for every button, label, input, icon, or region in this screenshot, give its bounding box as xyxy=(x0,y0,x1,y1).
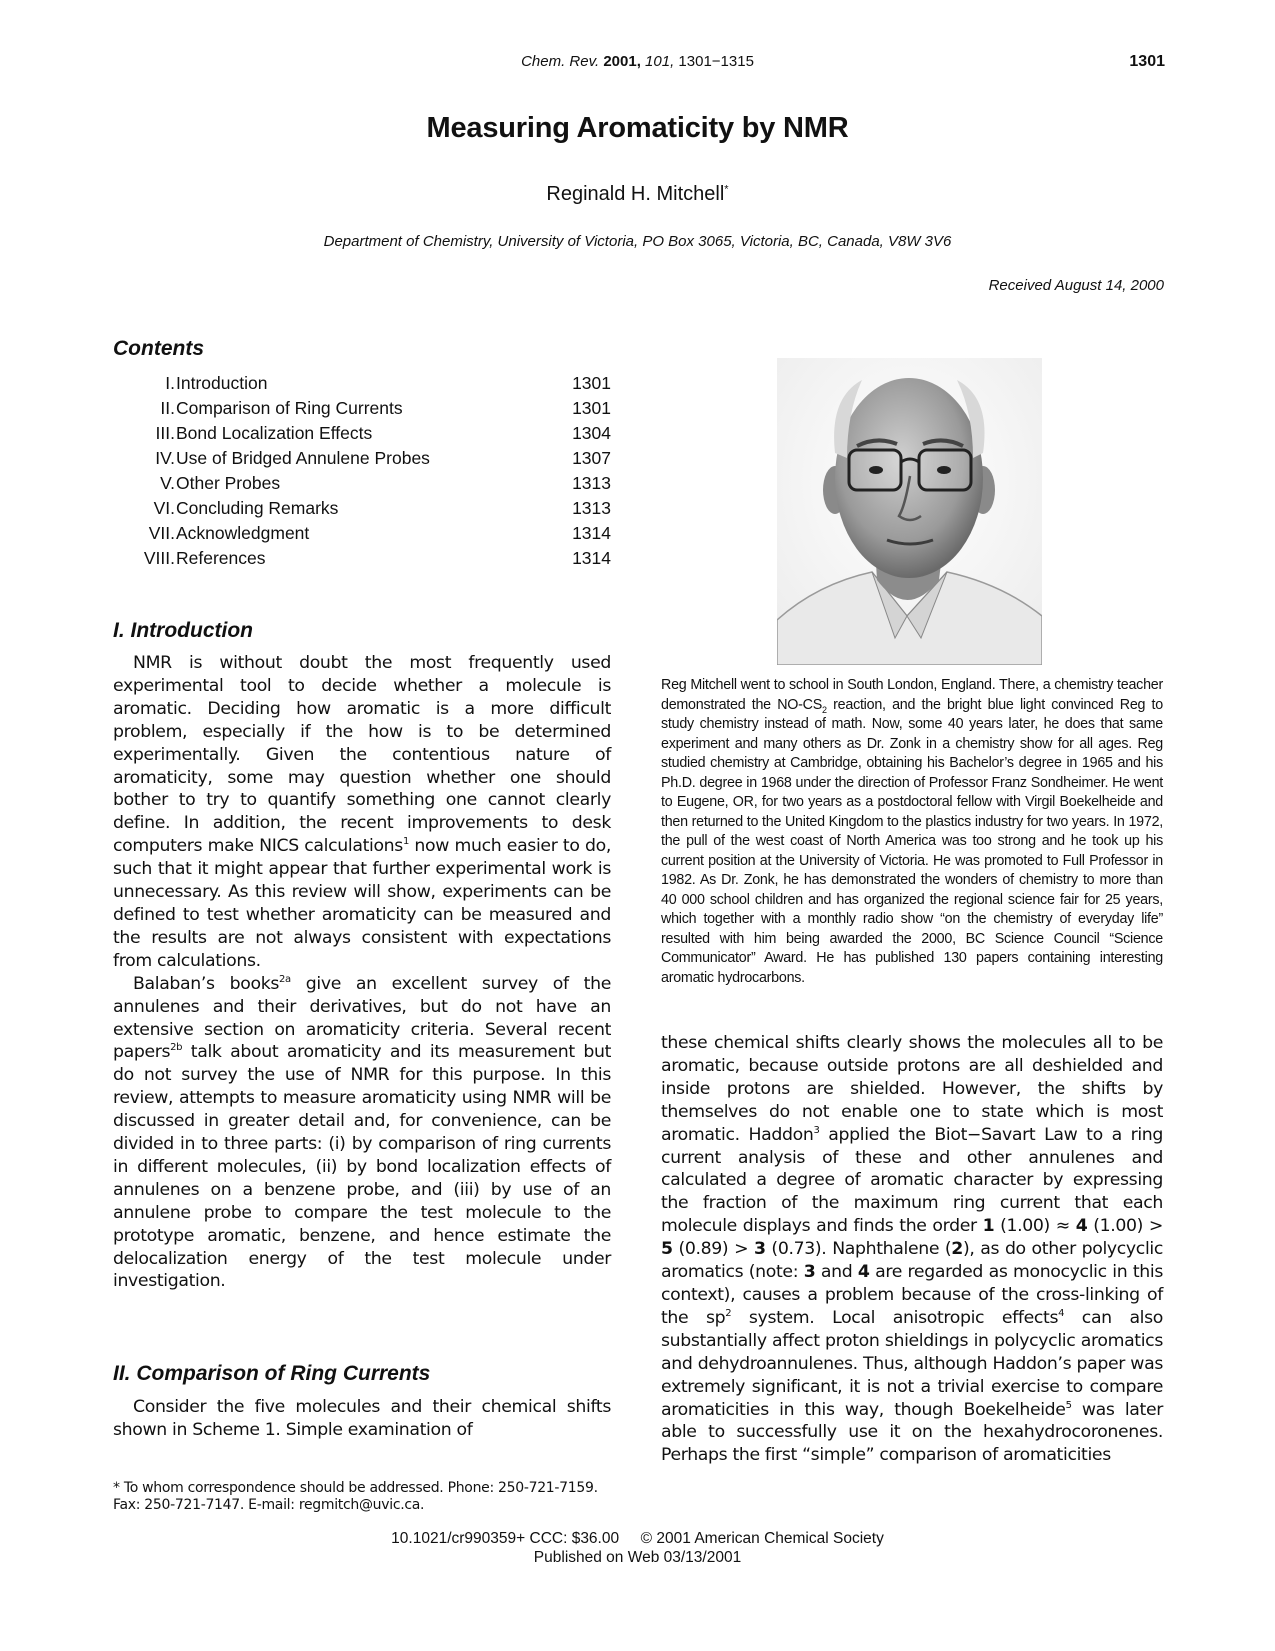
right-column-paragraph: these chemical shifts clearly shows the molecules all to be aromatic, because outside protons are all deshielded and inside protons are shielded. However, the shifts by themselves do not enable one to state which is most aromatic. Haddon$^3$ applied the Biot−Savart Law to a ring current analysis of these and other annulenes and calculated a degree of aromatic character by expressing the fraction of the maximum ring current that each molecule displays and finds the order 1 (1.00) ≈ 4 (1.00) > 5 (0.89) > 3 (0.73). Naphthalene (2), as do other polycyclic aromatics (note: 3 and 4 are regarded as monocyclic in this context), causes a problem because of the cross-linking of the $sp^2$ system. Local anisotropic effects$^4$ can also substantially affect proton shieldings in polycyclic aromatics and dehydroannulenes. Thus, although Haddon’s paper was extremely significant, it is not a trivial exercise to compare aromaticities in this way, though Boekelheide$^5$ was later able to successfully use it on the hexahydrocoronenes. Perhaps the first “simple” comparison of aromaticities xyxy=(661,1033,1164,1466)
ref-marker: 4 xyxy=(1058,1308,1065,1320)
publication-date: Published on Web 03/13/2001 xyxy=(533,1549,742,1566)
toc-page: 1301 xyxy=(572,373,611,393)
toc-row xyxy=(113,448,613,473)
author-portrait-icon xyxy=(777,358,1042,665)
intro-heading: I. Introduction xyxy=(113,619,253,642)
compound-number: 1 xyxy=(982,1216,995,1237)
toc-row xyxy=(113,473,613,498)
toc-number: II. xyxy=(160,398,175,418)
running-head: Chem. Rev. 2001, 101, 1301−1315 xyxy=(521,53,754,70)
compound-number: 4 xyxy=(1075,1216,1088,1237)
compound-number: 4 xyxy=(857,1262,870,1283)
compound-number: 2 xyxy=(951,1239,963,1260)
toc-number: III. xyxy=(155,423,175,443)
intro-paragraph-2: Balaban’s books$^{2a}$ give an excellent survey of the annulenes and their derivatives, but do not have an extensive section on aromaticity criteria. Several recent papers$^{2b}$ talk about aromaticity and its measurement but do not survey the use of NMR for this purpose. In this review, attempts to measure aromaticity using NMR will be discussed in greater detail and, for convenience, can be divided in to three parts: (i) by comparison of ring currents in different molecules, (ii) by bond localization effects of annulenes on a benzene probe, and (iii) by use of an annulene probe to compare the test molecule to the prototype aromatic, benzene, and hence estimate the delocalization energy of the test molecule under investigation. xyxy=(113,973,611,1292)
toc-title: Use of Bridged Annulene Probes xyxy=(176,448,430,468)
toc-page: 1313 xyxy=(572,473,611,493)
toc-number: VIII. xyxy=(143,548,175,568)
table-of-contents xyxy=(113,373,613,573)
toc-title: Acknowledgment xyxy=(176,523,310,543)
toc-number: VII. xyxy=(148,523,175,543)
compound-number: 3 xyxy=(803,1262,816,1283)
toc-number: I. xyxy=(165,373,175,393)
author-biography: Reg Mitchell went to school in South London, England. There, a chemistry teacher demonstrated the $NO-CS_2$ reaction, and the bright blue light convinced Reg to study chemistry instead of math. Now, some 40 years later, he does that same experiment and many others as Dr. Zonk in a chemistry show for all ages. Reg studied chemistry at Cambridge, obtaining his Bachelor’s degree in 1965 and his Ph.D. degree in 1968 under the direction of Professor Franz Sondheimer. He went to Eugene, OR, for two years as a postdoctoral fellow with Virgil Boekelheide and then returned to the United Kingdom to the plastics industry for two years. In 1972, the pull of the west coast of North America was too strong and he took up his current position at the University of Victoria. He was promoted to Full Professor in 1982. As Dr. Zonk, he has demonstrated the wonders of chemistry to more than 40 000 school children and has organized the regional science fair for 25 years, which together with a monthly radio show “on the chemistry of everyday life” resulted with him being awarded the 2000, BC Science Council “Science Communicator” Award. He has published 130 papers containing interesting aromatic hydrocarbons. xyxy=(661,677,1163,986)
doi: 10.1021/cr990359+ CCC: $36.00 xyxy=(391,1530,620,1547)
toc-row xyxy=(113,523,613,548)
ring-currents-text xyxy=(113,1396,611,1442)
toc-page: 1314 xyxy=(572,548,611,568)
author-line xyxy=(0,183,1275,206)
compound-number: 5 xyxy=(661,1239,673,1260)
doi-line xyxy=(0,1530,1275,1548)
toc-page: 1307 xyxy=(572,448,611,468)
right-column-text xyxy=(661,1032,1163,1467)
received-date: Received August 14, 2000 xyxy=(988,277,1164,294)
affiliation: Department of Chemistry, University of Victoria, PO Box 3065, Victoria, BC, Canada, V8W 3V6 xyxy=(323,233,952,250)
ref-marker: 1 xyxy=(402,836,409,848)
toc-title: Other Probes xyxy=(176,473,281,493)
toc-row xyxy=(113,498,613,523)
ring-currents-paragraph: Consider the five molecules and their chemical shifts shown in Scheme 1. Simple examination of xyxy=(113,1397,611,1440)
ring-currents-heading: II. Comparison of Ring Currents xyxy=(113,1362,431,1385)
toc-row xyxy=(113,548,613,573)
toc-title: Concluding Remarks xyxy=(176,498,339,518)
ref-marker: 3 xyxy=(813,1124,820,1136)
toc-title: Bond Localization Effects xyxy=(176,423,373,443)
toc-title: Comparison of Ring Currents xyxy=(176,398,403,418)
toc-row xyxy=(113,423,613,448)
ref-marker: 5 xyxy=(1065,1399,1072,1411)
ref-marker: 2b xyxy=(170,1042,183,1054)
toc-row xyxy=(113,398,613,423)
toc-title: References xyxy=(176,548,266,568)
correspondence-footnote: * To whom correspondence should be addressed. Phone: 250-721-7159. Fax: 250-721-7147. E-mail: regmitch@uvic.ca. xyxy=(113,1480,598,1513)
toc-number: V. xyxy=(160,473,175,493)
page-number: 1301 xyxy=(1129,53,1165,70)
intro-paragraph-1: NMR is without doubt the most frequently used experimental tool to decide whether a molecule is aromatic. Deciding how aromatic is a more difficult problem, especially if the how is to be determined experimentally. Given the contentious nature of aromaticity, some may question whether one should bother to try to quantify something one cannot clearly define. In addition, the recent improvements to desk computers make NICS calculations$^1$ now much easier to do, such that it might appear that further experimental work is unnecessary. As this review will show, experiments can be defined to test whether aromaticity can be measured and the results are not always consistent with expectations from calculations. xyxy=(113,653,611,971)
toc-title: Introduction xyxy=(176,373,268,393)
author-name: Reginald H. Mitchell xyxy=(546,183,725,205)
toc-row xyxy=(113,373,613,398)
copyright: © 2001 American Chemical Society xyxy=(640,1530,884,1547)
toc-page: 1304 xyxy=(572,423,611,443)
intro-text xyxy=(113,652,611,1293)
compound-number: 3 xyxy=(753,1239,766,1260)
toc-number: IV. xyxy=(155,448,175,468)
toc-page: 1313 xyxy=(572,498,611,518)
contents-heading: Contents xyxy=(113,337,204,360)
toc-number: VI. xyxy=(153,498,175,518)
toc-page: 1314 xyxy=(572,523,611,543)
article-title: Measuring Aromaticity by NMR xyxy=(426,112,849,144)
ref-marker: 2a xyxy=(279,973,291,985)
toc-page: 1301 xyxy=(572,398,611,418)
author-mark: * xyxy=(724,183,729,196)
